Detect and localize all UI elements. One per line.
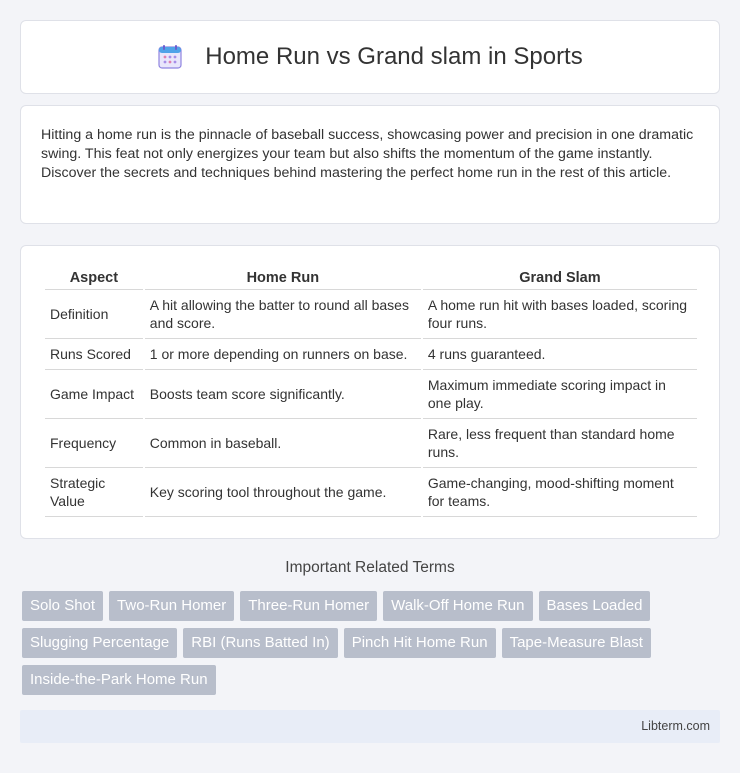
cell-home-run: Key scoring tool throughout the game. xyxy=(145,468,421,517)
tag-slugging-percentage[interactable]: Slugging Percentage xyxy=(22,628,177,658)
cell-grand-slam: Game-changing, mood-shifting moment for teams. xyxy=(423,468,697,517)
header xyxy=(157,43,582,71)
table-row xyxy=(45,339,697,370)
table-row xyxy=(45,290,697,339)
cell-aspect: Strategic Value xyxy=(45,468,143,517)
intro-card xyxy=(20,105,720,224)
table-row xyxy=(45,419,697,468)
tag-three-run-homer[interactable]: Three-Run Homer xyxy=(240,591,377,621)
tag-pinch-hit-home-run[interactable]: Pinch Hit Home Run xyxy=(344,628,496,658)
cell-aspect: Runs Scored xyxy=(45,339,143,370)
header-card xyxy=(20,20,720,94)
comparison-table xyxy=(43,266,699,517)
tag-solo-shot[interactable]: Solo Shot xyxy=(22,591,103,621)
header-home-run: Home Run xyxy=(145,266,421,290)
tag-bases-loaded[interactable]: Bases Loaded xyxy=(539,591,651,621)
cell-home-run: Common in baseball. xyxy=(145,419,421,468)
cell-home-run: 1 or more depending on runners on base. xyxy=(145,339,421,370)
intro-text: Hitting a home run is the pinnacle of baseball success, showcasing power and precision in one dramatic swing. This feat not only energizes your team but also shifts the momentum of the game instantly. Discover the secrets and techniques behind mastering the perfect home run in the rest of this article. xyxy=(41,127,694,181)
tag-rbi[interactable]: RBI (Runs Batted In) xyxy=(183,628,337,658)
cell-grand-slam: Maximum immediate scoring impact in one play. xyxy=(423,370,697,419)
cell-grand-slam: 4 runs guaranteed. xyxy=(423,339,697,370)
comparison-card xyxy=(20,245,720,539)
cell-aspect: Frequency xyxy=(45,419,143,468)
footer xyxy=(20,710,720,743)
header-aspect: Aspect xyxy=(45,266,143,290)
calendar-icon xyxy=(157,44,183,70)
cell-aspect: Definition xyxy=(45,290,143,339)
cell-home-run: A hit allowing the batter to round all bases and score. xyxy=(145,290,421,339)
footer-site-link[interactable]: Libterm.com xyxy=(641,719,710,733)
table-header-row xyxy=(45,266,697,290)
related-terms-list xyxy=(22,591,722,702)
tag-tape-measure-blast[interactable]: Tape-Measure Blast xyxy=(502,628,651,658)
cell-grand-slam: A home run hit with bases loaded, scoring four runs. xyxy=(423,290,697,339)
cell-home-run: Boosts team score significantly. xyxy=(145,370,421,419)
tag-two-run-homer[interactable]: Two-Run Homer xyxy=(109,591,234,621)
page-title: Home Run vs Grand slam in Sports xyxy=(205,43,583,70)
cell-grand-slam: Rare, less frequent than standard home runs. xyxy=(423,419,697,468)
table-row xyxy=(45,370,697,419)
tag-walk-off-home-run[interactable]: Walk-Off Home Run xyxy=(383,591,532,621)
related-terms-title: Important Related Terms xyxy=(285,559,455,576)
tag-inside-the-park-home-run[interactable]: Inside-the-Park Home Run xyxy=(22,665,216,695)
header-grand-slam: Grand Slam xyxy=(423,266,697,290)
table-row xyxy=(45,468,697,517)
cell-aspect: Game Impact xyxy=(45,370,143,419)
